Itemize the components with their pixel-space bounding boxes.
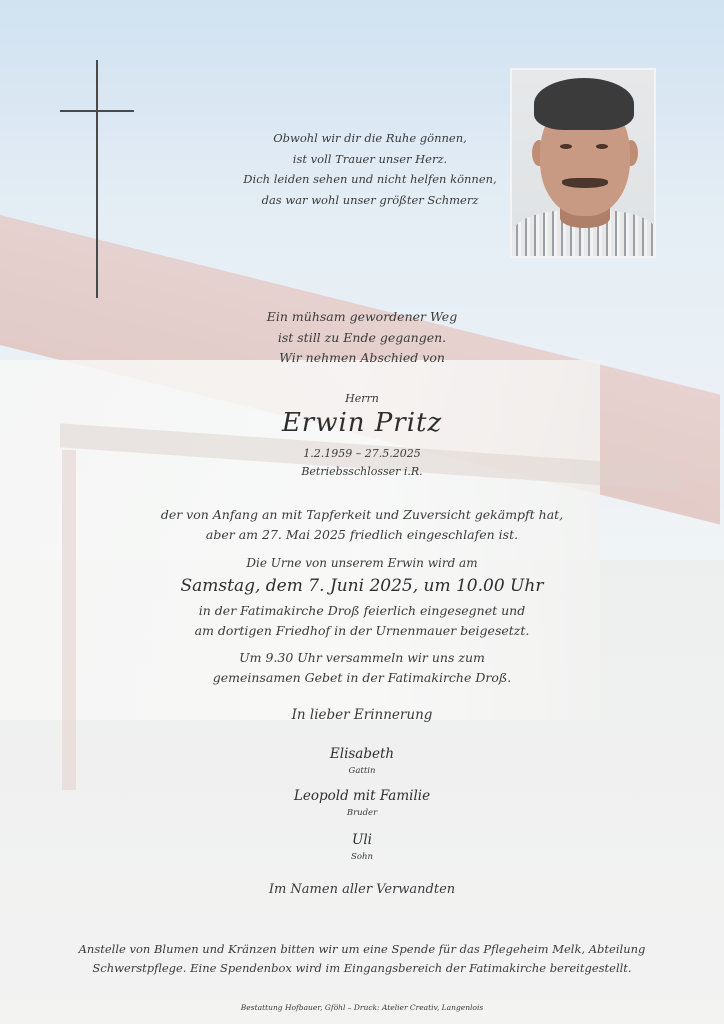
poem-line: Dich leiden sehen und nicht helfen können,: [243, 172, 497, 186]
burial-text: [0, 601, 724, 641]
prayer-line: gemeinsamen Gebet in der Fatimakirche Droß.: [212, 670, 512, 685]
footer-credits: Bestattung Hofbauer, Gföhl – Druck: Atelier Creativ, Langenlois: [240, 1003, 484, 1012]
mourner-name: Uli: [351, 832, 372, 848]
deceased-name: Erwin Pritz: [281, 408, 443, 438]
mourner-relation: Bruder: [346, 808, 378, 818]
ceremony-date: Samstag, dem 7. Juni 2025, um 10.00 Uhr: [180, 576, 544, 596]
occupation: Betriebsschlosser i.R.: [301, 465, 423, 478]
intro-line: ist still zu Ende gegangen.: [277, 329, 447, 345]
portrait-eye-right: [596, 144, 608, 149]
struggle-line: der von Anfang an mit Tapferkeit und Zuversicht gekämpft hat,: [160, 507, 564, 522]
portrait-hair: [534, 78, 634, 130]
poem-line: ist voll Trauer unser Herz.: [292, 151, 448, 166]
donation-line: Schwerstpflege. Eine Spendenbox wird im Eingangsbereich der Fatimakirche bereitgestellt.: [92, 961, 632, 975]
remembrance-heading: In lieber Erinnerung: [291, 707, 433, 723]
struggle-line: aber am 27. Mai 2025 friedlich eingeschlafen ist.: [205, 527, 519, 542]
cross-icon: [96, 60, 98, 298]
prayer-line: Um 9.30 Uhr versammeln wir uns zum: [239, 650, 485, 665]
donation-note: [0, 940, 724, 978]
burial-line: in der Fatimakirche Droß feierlich eingesegnet und: [198, 603, 526, 618]
mourner-name: Elisabeth: [329, 746, 395, 762]
life-dates: 1.2.1959 – 27.5.2025: [303, 447, 421, 460]
relatives-line: Im Namen aller Verwandten: [268, 882, 456, 897]
mourner-relation: Gattin: [348, 766, 376, 776]
portrait-eye-left: [560, 144, 572, 149]
portrait-photo: [510, 68, 656, 258]
poem-line: das war wohl unser größter Schmerz: [261, 192, 479, 207]
intro-text: [0, 307, 724, 369]
poem: [215, 128, 525, 210]
cross-icon-bar: [60, 110, 134, 112]
intro-line: Ein mühsam gewordener Weg: [266, 309, 458, 324]
struggle-text: [0, 505, 724, 545]
urn-text: Die Urne von unserem Erwin wird am: [246, 556, 478, 570]
portrait-mustache: [562, 178, 608, 188]
prayer-text: [0, 648, 724, 688]
donation-line: Anstelle von Blumen und Kränzen bitten wir um eine Spende für das Pflegeheim Melk, Abteilung: [78, 942, 646, 956]
mourner-relation: Sohn: [351, 852, 373, 862]
intro-line: Wir nehmen Abschied von: [279, 350, 445, 365]
salutation: Herrn: [345, 392, 379, 405]
poem-line: Obwohl wir dir die Ruhe gönnen,: [273, 131, 467, 145]
mourner-name: Leopold mit Familie: [293, 788, 431, 804]
burial-line: am dortigen Friedhof in der Urnenmauer beigesetzt.: [194, 623, 530, 638]
